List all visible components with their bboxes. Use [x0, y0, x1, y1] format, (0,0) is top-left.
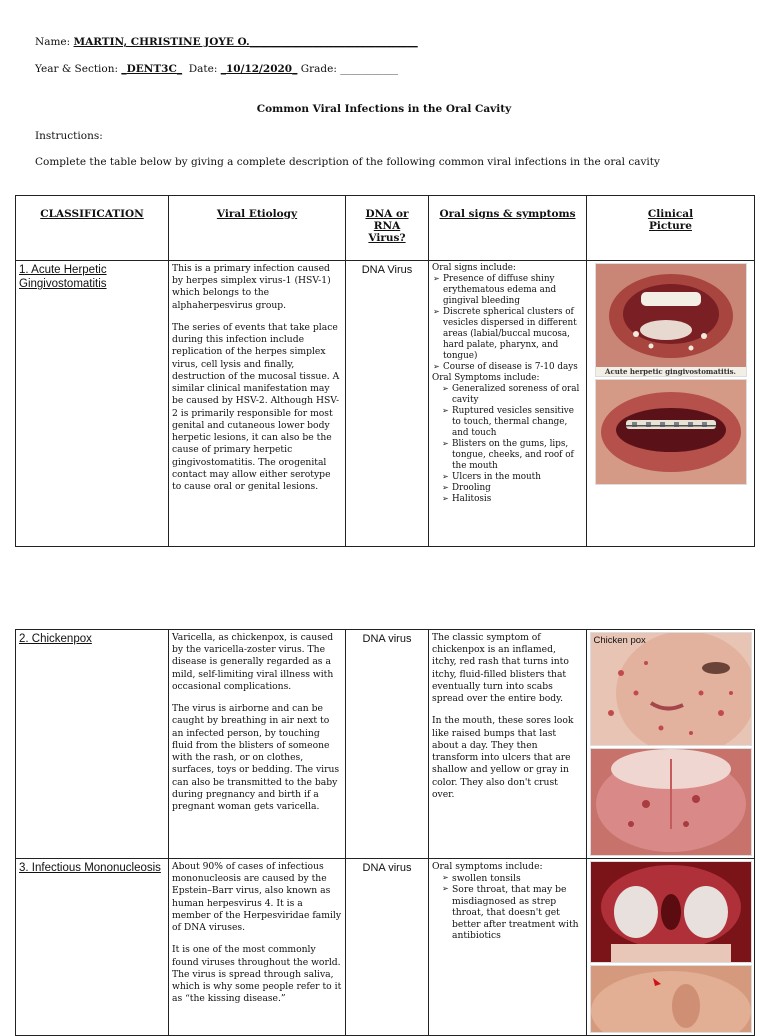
- row2-etiology-p1: Varicella, as chickenpox, is caused by the varicella-zoster virus. The disease is generally regarded as a mild, self-limiting viral illness with occasional complications.: [172, 632, 334, 692]
- row3-etiology-p2: It is one of the most commonly found viruses throughout the world. The virus is spread through saliva, which is why some people refer to it as “the kissing disease.”: [172, 944, 342, 1005]
- row2-signs-p2: In the mouth, these sores look like raised bumps that last about a day. They then transform into ulcers that are shallow and yellow or gray in color. They also don't crust over.: [432, 715, 574, 800]
- date-value: 10/12/2020: [226, 63, 293, 75]
- name-label: Name:: [35, 36, 71, 48]
- col-header-dna-rna: DNA or RNA Virus?: [346, 196, 429, 261]
- row3-signs-intro: Oral symptoms include:: [432, 861, 543, 872]
- name-value: MARTIN, CHRISTINE JOYE O.: [73, 36, 250, 48]
- list-item: ➢ Sore throat, that may be misdiagnosed as strep throat, that doesn't get better after treatment with antibiotics: [452, 884, 583, 942]
- row2-etiology-p2: The virus is airborne and can be caught by breathing in air next to an infected person, by touching fluid from the blisters of someone with the rash, or on clothes, surfaces, toys or bedding. The virus can also be transmitted to the baby during pregnancy and birth if a pregnant woman gets varicella.: [172, 703, 340, 813]
- table-row: [16, 261, 755, 547]
- grade-label: Grade:: [300, 63, 337, 75]
- col-header-picture: Clinical Picture: [587, 196, 755, 261]
- col-header-signs: Oral signs & symptoms: [429, 196, 587, 261]
- row2-clinical-picture: [587, 630, 755, 859]
- herpetic-photo-caption: Acute herpetic gingivostomatitis.: [596, 367, 746, 376]
- list-item: ➢ Course of disease is 7-10 days: [443, 362, 583, 373]
- row1-etiology-p1: This is a primary infection caused by herpes simplex virus-1 (HSV-1) which belongs to the alphaherpesvirus group.: [172, 263, 331, 311]
- list-item: ➢ swollen tonsils: [452, 873, 583, 885]
- col-header-classification: CLASSIFICATION: [16, 196, 169, 261]
- row1-etiology: [169, 261, 346, 547]
- row1-dna-rna: DNA Virus: [346, 261, 429, 547]
- table-row: [16, 859, 755, 1036]
- viral-infections-table: [15, 195, 755, 547]
- list-item: ➢ Presence of diffuse shiny erythematous edema and gingival bleeding: [443, 274, 583, 307]
- viral-infections-table-continued: [15, 629, 755, 1036]
- row1-signs-intro: Oral signs include:: [432, 263, 516, 273]
- row2-etiology: [169, 630, 346, 859]
- row1-classification: 1. Acute Herpetic Gingivostomatitis: [16, 261, 169, 547]
- list-item: ➢ Discrete spherical clusters of vesicles dispersed in different areas (labial/buccal mucosa, hard palate, pharynx, and tongue): [443, 307, 583, 362]
- chickenpox-photo-2: [590, 748, 752, 856]
- col-header-etiology: Viral Etiology: [169, 196, 346, 261]
- row1-signs: [429, 261, 587, 547]
- row2-classification: 2. Chickenpox: [16, 630, 169, 859]
- list-item: ➢ Generalized soreness of oral cavity: [452, 384, 583, 406]
- row3-clinical-picture: [587, 859, 755, 1036]
- row3-dna-rna: DNA virus: [346, 859, 429, 1036]
- name-line: Name: MARTIN, CHRISTINE JOYE O.________________________________: [35, 36, 418, 48]
- instructions-label: Instructions:: [35, 130, 103, 142]
- row3-signs: [429, 859, 587, 1036]
- row3-classification: 3. Infectious Mononucleosis: [16, 859, 169, 1036]
- herpetic-photo-2: [595, 379, 747, 485]
- chickenpox-photo-1: [590, 632, 752, 746]
- list-item: ➢ Drooling: [452, 483, 583, 494]
- row2-signs-p1: The classic symptom of chickenpox is an inflamed, itchy, red rash that turns into itchy, fluid-filled blisters that eventually turn into scabs spread over the entire body.: [432, 632, 569, 705]
- row1-clinical-picture: [587, 261, 755, 547]
- chickenpox-photo-label: Chicken pox: [593, 635, 646, 646]
- table-row: [16, 630, 755, 859]
- row2-signs: [429, 630, 587, 859]
- date-label: Date:: [188, 63, 218, 75]
- year-value: DENT3C: [126, 63, 177, 75]
- row3-etiology: [169, 859, 346, 1036]
- list-item: ➢ Ulcers in the mouth: [452, 472, 583, 483]
- instructions-text: Complete the table below by giving a complete description of the following common viral infections in the oral cavity: [35, 156, 660, 168]
- row1-symptoms-intro: Oral Symptoms include:: [432, 372, 540, 383]
- herpetic-photo-1: [595, 263, 747, 377]
- row3-etiology-p1: About 90% of cases of infectious mononucleosis are caused by the Epstein–Barr virus, also known as human herpesvirus 4. It is a member of the Herpesviridae family of DNA viruses.: [172, 861, 342, 934]
- page-title: Common Viral Infections in the Oral Cavity: [256, 103, 512, 115]
- grade-value: ___________: [340, 63, 398, 75]
- list-item: ➢ Ruptured vesicles sensitive to touch, thermal change, and touch: [452, 406, 583, 439]
- mononucleosis-photo-2: [590, 965, 752, 1033]
- list-item: ➢ Blisters on the gums, lips, tongue, cheeks, and roof of the mouth: [452, 439, 583, 472]
- row2-dna-rna: DNA virus: [346, 630, 429, 859]
- section-line: Year & Section: _DENT3C_ Date: _10/12/2020_ Grade: ___________: [35, 63, 398, 75]
- year-label: Year & Section:: [35, 63, 119, 75]
- mononucleosis-photo-1: [590, 861, 752, 963]
- row1-etiology-p2: The series of events that take place during this infection include replication of the herpes simplex virus, cell lysis and finally, destruction of the mucosal tissue. A similar clinical manifestation may be caused by HSV-2. Although HSV-2 is primarily responsible for most genital and cutaneous lower body herpetic lesions, it can also be the cause of primary herpetic gingivostomatitis. The orogenital contact may allow either serotype to cause oral or genital lesions.: [172, 321, 340, 492]
- list-item: ➢ Halitosis: [452, 494, 583, 505]
